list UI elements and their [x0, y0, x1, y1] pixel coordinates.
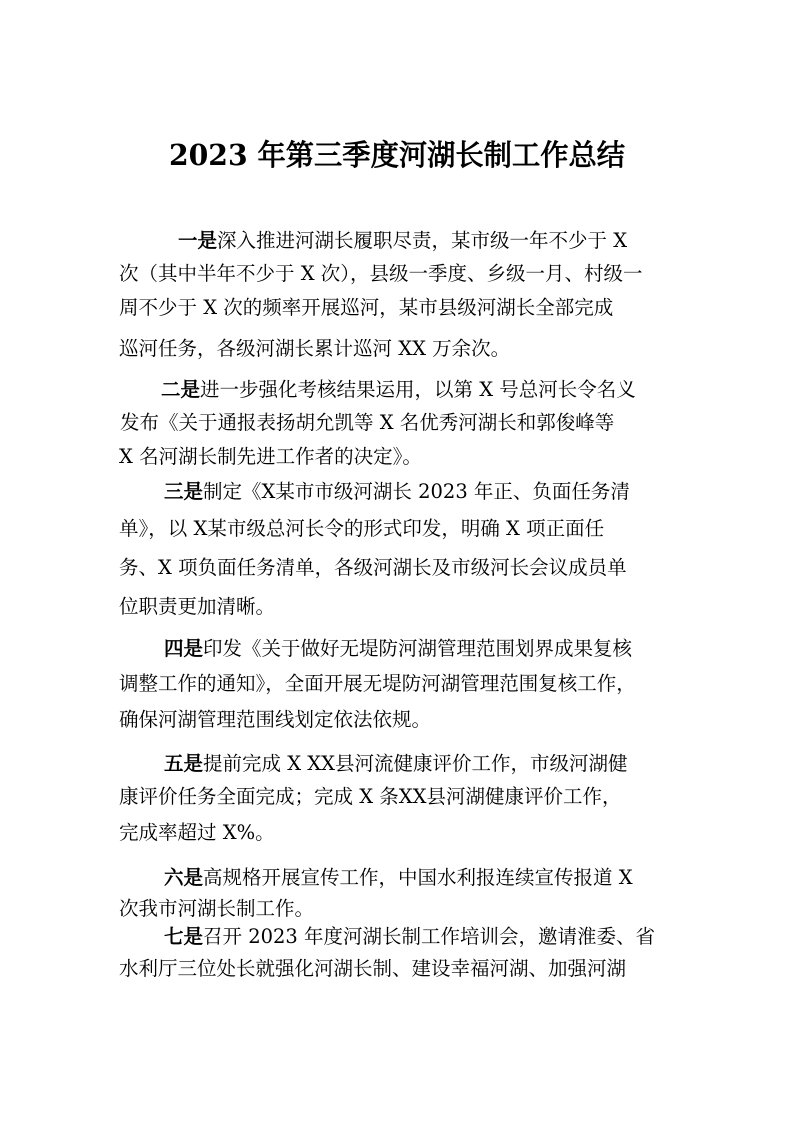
paragraph-1-line-4: 巡河任务，各级河湖长累计巡河 XX 万余次。 — [119, 337, 511, 360]
paragraph-1-line-1 — [178, 229, 627, 253]
paragraph-4-line-3: 确保河湖管理范围线划定依法依规。 — [119, 708, 432, 731]
paragraph-4-lead: 四是 — [164, 637, 204, 660]
paragraph-2-line-3: X 名河湖长制先进工作者的决定》。 — [119, 445, 422, 468]
paragraph-5-text: 提前完成 X XX县河流健康评价工作，市级河湖健 — [203, 752, 628, 775]
paragraph-3-line-3: 务、X 项负面任务清单，各级河湖长及市级河长会议成员单 — [119, 556, 627, 579]
paragraph-5-line-2: 康评价任务全面完成；完成 X 条XX县河湖健康评价工作， — [119, 785, 622, 808]
paragraph-1-text: 深入推进河湖长履职尽责，某市级一年不少于 X — [217, 229, 628, 252]
paragraph-4-line-1 — [164, 637, 632, 661]
paragraph-3-text: 制定《X某市市级河湖长 2023 年正、负面任务清 — [203, 480, 630, 503]
paragraph-1-line-2: 次（其中半年不少于 X 次），县级一季度、乡级一月、村级一 — [119, 262, 643, 285]
paragraph-3-lead: 三是 — [164, 480, 204, 503]
paragraph-6-text: 高规格开展宣传工作，中国水利报连续宣传报道 X — [203, 866, 633, 889]
paragraph-4-line-2: 调整工作的通知》，全面开展无堤防河湖管理范围复核工作， — [119, 672, 636, 695]
paragraph-7-lead: 七是 — [164, 925, 204, 948]
paragraph-5-lead: 五是 — [164, 752, 204, 775]
paragraph-2-lead: 二是 — [161, 378, 201, 401]
paragraph-5-line-3: 完成率超过 X%。 — [119, 821, 275, 844]
document-title: 2023 年第三季度河湖长制工作总结 — [168, 138, 626, 172]
paragraph-6-line-2: 次我市河湖长制工作。 — [119, 897, 315, 920]
paragraph-2-line-1 — [161, 378, 636, 402]
paragraph-3-line-1 — [164, 480, 630, 504]
paragraph-3-line-2: 单》，以 X某市级总河长令的形式印发，明确 X 项正面任 — [119, 517, 605, 540]
paragraph-3-line-4: 位职责更加清晰。 — [119, 595, 276, 618]
paragraph-7-text: 召开 2023 年度河湖长制工作培训会，邀请淮委、省 — [203, 925, 656, 948]
paragraph-7-line-2: 水利厅三位处长就强化河湖长制、建设幸福河湖、加强河湖 — [119, 957, 627, 980]
paragraph-4-text: 印发《关于做好无堤防河湖管理范围划界成果复核 — [203, 637, 633, 660]
paragraph-1-line-3: 周不少于 X 次的频率开展巡河，某市县级河湖长全部完成 — [119, 296, 614, 319]
paragraph-7-line-1 — [164, 925, 655, 949]
paragraph-2-line-2: 发布《关于通报表扬胡允凯等 X 名优秀河湖长和郭俊峰等 — [120, 411, 615, 434]
paragraph-6-lead: 六是 — [164, 866, 204, 889]
paragraph-2-text: 进一步强化考核结果运用，以第 X 号总河长令名义 — [200, 378, 636, 401]
paragraph-5-line-1 — [164, 752, 628, 776]
paragraph-6-line-1 — [164, 866, 633, 890]
paragraph-1-lead: 一是 — [178, 229, 218, 252]
